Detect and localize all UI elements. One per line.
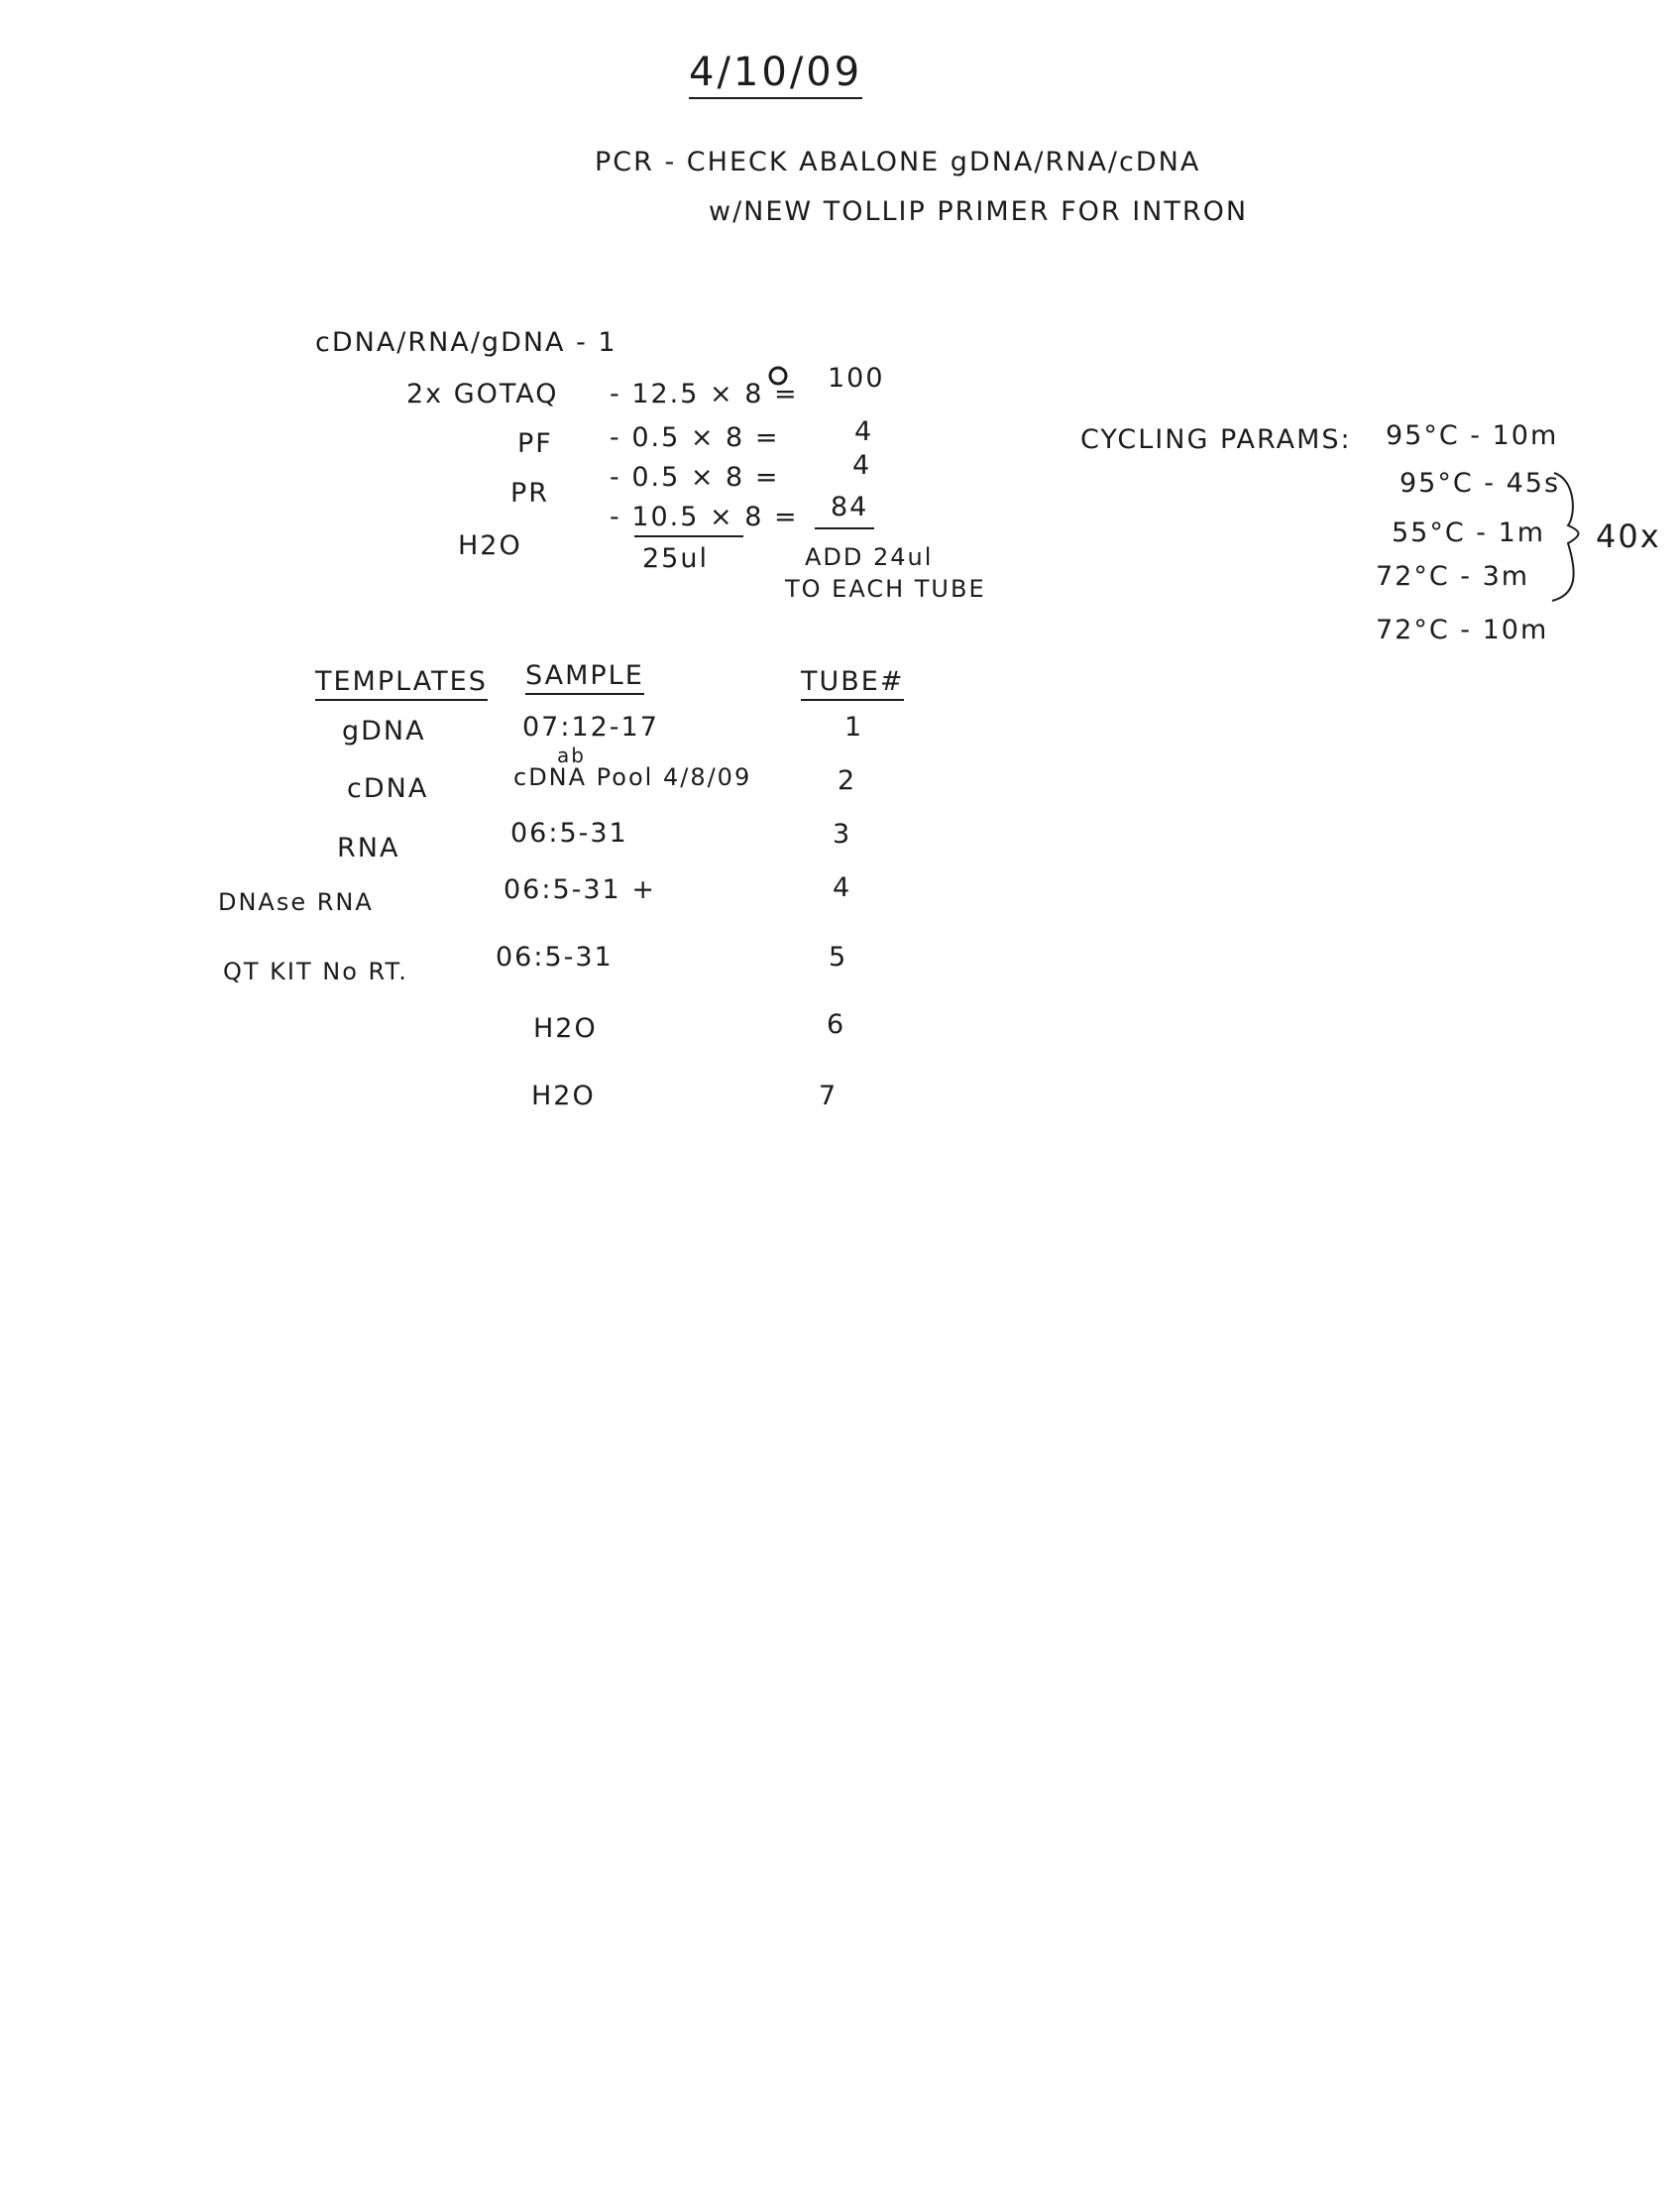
mix-total: 100: [828, 363, 885, 394]
tube-header: TUBE#: [801, 666, 904, 701]
tube-cell: 4: [833, 872, 852, 903]
cycling-label: CYCLING PARAMS:: [1080, 424, 1352, 455]
cycling-step: 72°C - 10m: [1376, 615, 1549, 645]
mix-total: 4: [854, 416, 874, 447]
tube-cell: 2: [838, 765, 857, 796]
mix-note: TO EACH TUBE: [785, 575, 986, 603]
template-cell: DNAse RNA: [218, 888, 374, 916]
mix-reagent: H2O: [458, 530, 522, 561]
sample-cell: H2O: [533, 1013, 598, 1044]
experiment-title: PCR - CHECK ABALONE gDNA/RNA/cDNA: [595, 147, 1201, 177]
mix-calc: - 12.5 × 8 =: [610, 379, 799, 409]
tube-cell: 6: [827, 1009, 846, 1040]
sample-header: SAMPLE: [525, 660, 644, 695]
circled-eight-mark: [770, 368, 786, 384]
mix-total: 4: [852, 450, 872, 481]
mix-sum: 25ul: [642, 543, 709, 574]
tube-cell: 5: [829, 942, 848, 973]
mix-note: ADD 24ul: [805, 543, 934, 571]
sample-cell: H2O: [531, 1081, 596, 1111]
mix-reagent: PR: [510, 478, 550, 509]
mix-calc: - 10.5 × 8 =: [610, 502, 799, 532]
tube-cell: 1: [844, 712, 864, 743]
mix-calc: - 0.5 × 8 =: [610, 462, 780, 493]
cycling-step: 72°C - 3m: [1376, 561, 1530, 592]
sample-cell: 06:5-31 +: [504, 874, 656, 905]
sample-cell: 06:5-31: [496, 942, 614, 973]
tube-cell: 7: [819, 1081, 839, 1111]
sample-cell: cDNA Pool 4/8/09: [513, 763, 752, 791]
cycling-repeat: 40x: [1596, 518, 1661, 555]
mix-heading: cDNA/RNA/gDNA - 1: [315, 327, 617, 358]
sample-cell: 07:12-17: [522, 712, 659, 743]
mix-total: 84: [831, 492, 869, 522]
mix-reagent: PF: [517, 428, 553, 459]
template-cell: RNA: [337, 833, 400, 863]
experiment-subtitle: w/NEW TOLLIP PRIMER FOR INTRON: [709, 196, 1249, 227]
templates-header: TEMPLATES: [315, 666, 488, 701]
cycle-brace-icon: [1552, 473, 1579, 601]
sample-annotation: ab: [557, 744, 586, 767]
entry-date: 4/10/09: [689, 50, 862, 99]
template-cell: gDNA: [342, 716, 426, 747]
template-cell: cDNA: [347, 773, 429, 804]
sample-cell: 06:5-31: [510, 818, 628, 849]
cycling-step: 55°C - 1m: [1392, 518, 1546, 548]
template-cell: QT KIT No RT.: [223, 958, 408, 985]
cycling-step: 95°C - 10m: [1386, 420, 1559, 451]
cycling-step: 95°C - 45s: [1400, 468, 1561, 499]
mix-reagent: 2x GOTAQ: [406, 379, 559, 409]
mix-calc: - 0.5 × 8 =: [610, 422, 780, 453]
tube-cell: 3: [833, 819, 852, 850]
